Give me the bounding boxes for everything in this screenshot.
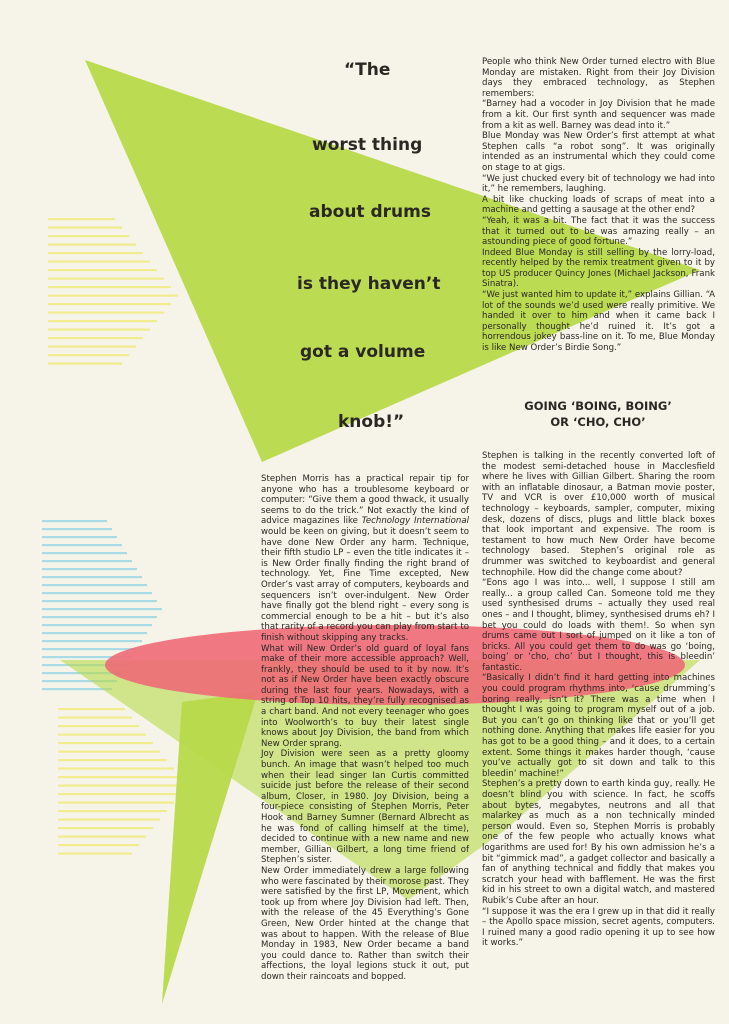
article-column-right-top [482, 57, 715, 354]
stripe [48, 269, 157, 271]
stripe [42, 552, 127, 554]
paragraph: Stephen is talking in the recently converted loft of the modest semi-detached house in Macclesfield where he lives with Gillian Gilbert. Sharing the room with an inflatable dinosaur, a Batman movie poster, TV and VCR is over £10,000 worth of musical technology – keyboards, sampler, computer, mixing desk, dozens of discs, plugs and little black boxes that look important and expensive. The room is testament to how much New Order have become technology based. Stephen’s original role as drummer was switched to keyboardist and general technophile. How did the change come about? [482, 451, 715, 578]
pull-quote-line-2: worst thing [312, 135, 423, 155]
stripe [48, 235, 129, 237]
stripe [48, 329, 150, 331]
stripe [48, 218, 115, 220]
paragraph: “Basically I didn’t find it hard getting into machines you could program rhythms into, ‘cause drumming’s boring really, isn’t it? There was a time when I thought I was going to program myself out of a job. But you can’t go on thinking like that or you’ll get nothing done. Anything that makes life easier for you has got to be a good thing – and it does, to a certain extent. Some things it makes harder though, ‘cause you’ve actually got to sit down and talk to this bleedin’ machine!” [482, 673, 715, 779]
stripe [42, 608, 162, 610]
text-run: would be keen on giving, but it doesn’t seem to have done New Order any harm. Technique, their fifth studio LP – even the title indicates it – is New Order finally finding the right brand of technology. Yet, Fine Time excepted, New Order’s vast array of computers, keyboards and sequencers isn’t over-indulgent. New Order have finally got the blend right – every song is commercial enough to be a hit – but it’s also that rarity of a record you can play from start to finish without skipping any tracks. [261, 526, 469, 643]
paragraph: New Order immediately drew a large following who were fascinated by their morose past. They were satisfied by the first LP, Movement, which took up from where Joy Division had left. Then, with the release of the 45 Everything’s Gone Green, New Order hinted at the change that was about to happen. With the release of Blue Monday in 1983, New Order became a band you could dance to. Rather than switch their affections, the loyal legions stuck it out, put down their raincoats and bopped. [261, 865, 469, 982]
stripe [58, 827, 153, 829]
magazine-title: Technology International [361, 516, 469, 527]
stripe [48, 346, 136, 348]
stripe [42, 528, 112, 530]
stripe [48, 278, 164, 280]
stripe [58, 768, 174, 770]
stripe [58, 844, 139, 846]
paragraph: People who think New Order turned electro with Blue Monday are mistaken. Right from their Joy Division days they embraced technology, as Stephen remembers: [482, 57, 715, 99]
paragraph: Blue Monday was New Order’s first attempt at what Stephen calls “a robot song”. It was originally intended as an instrumental which they could come on stage to at gigs. [482, 131, 715, 173]
stripe [42, 648, 137, 650]
paragraph: A bit like chucking loads of scraps of meat into a machine and getting a sausage at the other end? [482, 194, 715, 216]
stripe [58, 836, 146, 838]
section-heading-line-2: OR ‘CHO, CHO’ [550, 415, 646, 429]
stripe [42, 632, 147, 634]
stripe [48, 286, 171, 288]
paragraph: What will New Order’s old guard of loyal fans make of their more accessible approach? Well, frankly, they should be used to it by now. It’s not as if New Order have been exactly obscure during the last four years. Nowadays, with a string of Top 10 hits, they’re fully recognised as a chart band. And not every teenager who goes into Woolworth’s to buy their latest single knows about Joy Division, the band from which New Order sprang. [261, 643, 469, 749]
stripe [48, 244, 136, 246]
paragraph: “Barney had a vocoder in Joy Division that he made from a kit. Our first synth and sequencer was made from a kit as well. Barney was dead into it.” [482, 99, 715, 131]
stripe [48, 227, 122, 229]
stripe [48, 252, 143, 254]
stripe [42, 568, 137, 570]
stripe [48, 303, 171, 305]
stripe [48, 337, 143, 339]
paragraph: “We just chucked every bit of technology we had into it,” he remembers, laughing. [482, 173, 715, 195]
stripe [58, 717, 132, 719]
paragraph [261, 474, 469, 644]
stripe [42, 624, 152, 626]
stripe [42, 616, 157, 618]
stripe [58, 759, 167, 761]
section-heading-line-1: GOING ‘BOING, BOING’ [524, 399, 672, 413]
stripe [48, 312, 164, 314]
pull-quote-line-1: “The [344, 60, 391, 80]
pull-quote-line-3: about drums [309, 202, 431, 222]
article-column-right-bottom [482, 451, 715, 949]
pull-quote-line-6: knob!” [338, 412, 405, 432]
stripe [58, 725, 139, 727]
paragraph: “I suppose it was the era I grew up in that did it really – the Apollo space mission, secret agents, computers. I ruined many a good radio opening it up to see how it works.” [482, 906, 715, 949]
yellow-stripes-upper [48, 218, 178, 365]
stripe [58, 751, 160, 753]
stripe [42, 576, 142, 578]
text-run: Stephen Morris has a practical repair tip for anyone who has a troublesome keyboard or computer: “Give them a good thwack, it usually seems to do the trick.” Not exactly the kind of advice magazines like [261, 474, 469, 527]
paragraph: Stephen’s a pretty down to earth kinda guy, really. He doesn’t blind you with science. In fact, he scoffs about bytes, megabytes, neutrons and all that malarkey as much as a non technically minded person would. Even so, Stephen Morris is probably one of the few people who actually knows what logarithms are used for! By his own admission he’s a bit “gimmick mad”, a gadget collector and basically a fan of anything technical and fiddly that makes you scratch your head with bafflement. He was the first kid in his street to own a digital watch, and mastered Rubik’s Cube after an hour. [482, 779, 715, 906]
article-column-left [261, 474, 469, 983]
paragraph: “Yeah, it was a bit. The fact that it was the success that it turned out to be was amazing really – an astounding piece of good fortune.” [482, 215, 715, 248]
stripe [58, 802, 174, 804]
stripe [58, 819, 160, 821]
paragraph: Joy Division were seen as a pretty gloomy bunch. An image that wasn’t helped too much when their lead singer Ian Curtis committed suicide just before the release of their second album, Closer, in 1980. Joy Division, being a four-piece consisting of Stephen Morris, Peter Hook and Barney Sumner (Bernard Albrecht as he was fond of calling himself at the time), decided to continue with a new name and new member, Gillian Gilbert, a long time friend of Stephen’s sister. [261, 749, 469, 866]
pull-quote-line-5: got a volume [300, 342, 426, 362]
paragraph: “We just wanted him to update it,” explains Gillian. “A lot of the sounds we’d used were really primitive. We handed it over to him and when it came back I personally thought he’d ruined it. It’s got a horrendous jokey bass-line on it. To me, Blue Monday is like New Order’s Birdie Song.” [482, 290, 715, 354]
stripe [42, 592, 152, 594]
section-heading [482, 398, 714, 430]
stripe [58, 785, 188, 787]
stripe [48, 261, 150, 263]
stripe [42, 520, 107, 522]
stripe [48, 354, 129, 356]
pull-quote-line-4: is they haven’t [297, 274, 441, 294]
stripe [58, 742, 153, 744]
stripe [58, 708, 125, 710]
paragraph: “Eons ago I was into... well, I suppose I still am really... a group called Can. Someone told me they used synthesised drums – actually they used real ones – and I thought, blimey, synthesised drums eh? I bet you could do loads with them!. So when syn drums came out I sort of jumped on it like a ton of bricks. All you could get them to do was go ‘boing, boing’ or ‘cho, cho’ but I thought, this is bleedin’ fantastic. [482, 578, 715, 673]
stripe [42, 600, 157, 602]
stripe [58, 734, 146, 736]
stripe [42, 584, 147, 586]
paragraph: Indeed Blue Monday is still selling by the lorry-load, recently helped by the remix treatment given to it by top US producer Quincy Jones (Michael Jackson, Frank Sinatra). [482, 247, 715, 290]
stripe [48, 320, 157, 322]
stripe [42, 560, 132, 562]
stripe [48, 295, 178, 297]
stripe [42, 536, 117, 538]
stripe [42, 544, 122, 546]
stripe [58, 810, 167, 812]
stripe [48, 363, 122, 365]
stripe [58, 776, 181, 778]
stripe [58, 793, 181, 795]
stripe [58, 853, 132, 855]
stripe [42, 640, 142, 642]
